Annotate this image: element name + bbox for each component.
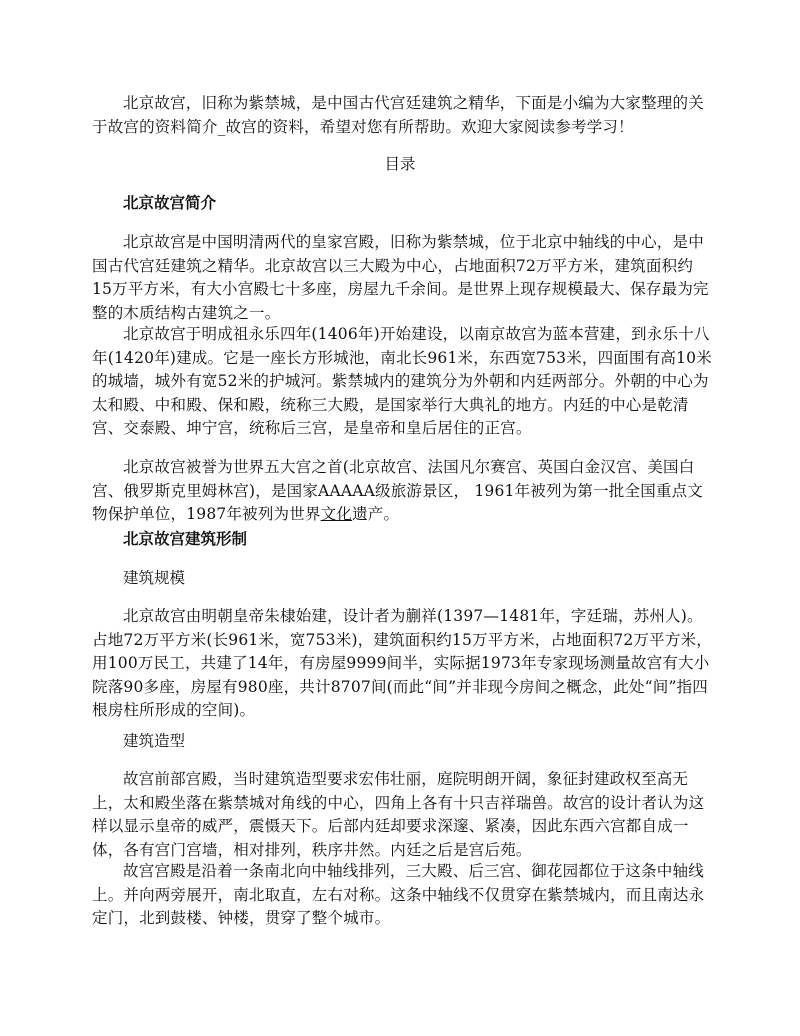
subheading-form: 建筑造型 <box>123 732 186 750</box>
paragraph-text: 遗产。 <box>352 505 400 523</box>
body-paragraph: 故宫宫殿是沿着一条南北向中轴线排列，三大殿、后三宫、御花园都位于这条中轴线上。并向两旁展开，南北取直，左右对称。这条中轴线不仅贯穿在紫禁城内，而且南达永定门，北到鼓楼、钟楼，贯穿了整个城市。 <box>92 862 705 927</box>
body-paragraph: 北京故宫是中国明清两代的皇家宫殿，旧称为紫禁城，位于北京中轴线的中心，是中国古代宫廷建筑之精华。北京故宫以三大殿为中心，占地面积72万平方米，建筑面积约15万平方米，有大小宫殿七十多座，房屋九千余间。是世界上现存规模最大、保存最为完整的木质结构古建筑之一。 <box>92 233 709 322</box>
culture-link[interactable]: 文化 <box>320 505 353 523</box>
body-paragraph: 故宫前部宫殿，当时建筑造型要求宏伟壮丽，庭院明朗开阔，象征封建政权至高无上，太和殿坐落在紫禁城对角线的中心，四角上各有十只吉祥瑞兽。故宫的设计者认为这样以显示皇帝的威严，震慑天下。后部内廷却要求深邃、紧凑，因此东西六宫都自成一体，各有宫门宫墙，相对排列，秩序井然。内廷之后是宫后苑。 <box>92 770 705 859</box>
intro-paragraph: 北京故宫，旧称为紫禁城，是中国古代宫廷建筑之精华，下面是小编为大家整理的关于故宫的资料简介_故宫的资料，希望对您有所帮助。欢迎大家阅读参考学习！ <box>92 94 704 136</box>
section-heading-architecture: 北京故宫建筑形制 <box>123 529 248 548</box>
section-heading-intro: 北京故宫简介 <box>123 193 217 212</box>
paragraph-text: 北京故宫被誉为世界五大宫之首(北京故宫、法国凡尔赛宫、英国白金汉宫、美国白宫、俄罗斯克里姆林宫)，是国家AAAAA级旅游景区， 1961年被列为第一批全国重点文物保护单位，1987年被列为世界 <box>92 458 703 523</box>
subheading-scale: 建筑规模 <box>123 569 186 587</box>
toc-label: 目录 <box>384 155 416 173</box>
body-paragraph <box>92 456 712 527</box>
body-paragraph: 北京故宫于明成祖永乐四年(1406年)开始建设，以南京故宫为蓝本营建，到永乐十八年(1420年)建成。它是一座长方形城池，南北长961米，东西宽753米，四面围有高10米的城墙，城外有宽52米的护城河。紫禁城内的建筑分为外朝和内廷两部分。外朝的中心为太和殿、中和殿、保和殿，统称三大殿，是国家举行大典礼的地方。内廷的中心是乾清宫、交泰殿、坤宁宫，统称后三宫，是皇帝和皇后居住的正宫。 <box>92 325 712 437</box>
body-paragraph: 北京故宫由明朝皇帝朱棣始建，设计者为蒯祥(1397—1481年，字廷瑞，苏州人)。占地72万平方米(长961米，宽753米)，建筑面积约15万平方米，占地面积72万平方米，用100万民工，共建了14年，有房屋9999间半，实际据1973年专家现场测量故宫有大小院落90多座，房屋有980座，共计8707间(而此“间”并非现今房间之概念，此处“间”指四根房柱所形成的空间)。 <box>92 607 712 719</box>
